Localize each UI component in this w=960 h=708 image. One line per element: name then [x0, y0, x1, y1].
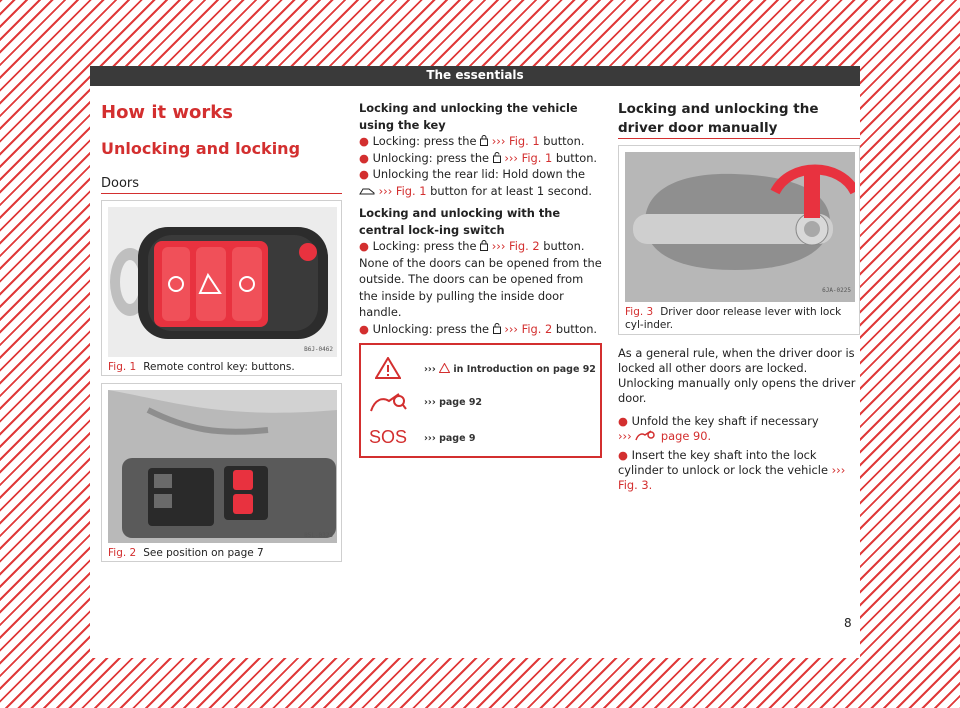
key-search-icon	[635, 429, 657, 441]
fig1-code: B6J-0462	[304, 346, 333, 353]
bullet-central-unlocking: ● Unlocking: press the ››› Fig. 2 button.	[359, 321, 598, 336]
heading-manual-lock: Locking and unlocking the driver door manually	[618, 101, 819, 136]
warning-triangle-icon	[375, 357, 401, 379]
fig1-link[interactable]: ››› Fig. 1	[378, 183, 427, 198]
fig3-caption	[625, 306, 850, 332]
lock-switch-image	[108, 390, 337, 543]
bullet-rear-lid: ● Unlocking the rear lid: Hold down the ››› Fig. 1 button for at least 1 second.	[359, 167, 592, 198]
heading-rule	[618, 138, 860, 139]
section-heading-central-lock: Locking and unlocking with the central lock-ing switch	[359, 206, 561, 237]
note-row	[361, 389, 601, 419]
section-heading: Doors	[101, 176, 140, 191]
fig1-caption	[108, 361, 295, 374]
fig1-number: Fig. 1	[108, 361, 137, 373]
bullet-unfold-key: ● Unfold the key shaft if necessary ››› page 90.	[618, 414, 819, 443]
sos-row	[361, 425, 601, 455]
fig1-link[interactable]: ››› Fig. 1	[504, 150, 553, 165]
sos-icon: SOS	[369, 427, 408, 447]
sos-ref[interactable]: ››› page 9	[424, 433, 476, 444]
main-heading: How it works	[101, 102, 233, 123]
figure-2	[101, 383, 342, 562]
fig3-text: Driver door release lever with lock cyl-inder.	[625, 306, 842, 331]
fig1-text: Remote control key: buttons.	[143, 361, 295, 373]
warning-small-icon	[439, 363, 450, 373]
paragraph: As a general rule, when the driver door is locked all other doors are locked. Unlocking manually only opens the driver door.	[618, 346, 856, 405]
note-ref[interactable]: ››› page 92	[424, 397, 483, 408]
bullet-insert-key: ● Insert the key shaft into the lock cylinder to unlock or lock the vehicle ››› Fig. 3.	[618, 448, 846, 492]
lock-icon	[480, 240, 488, 251]
door-handle-image	[625, 152, 855, 302]
header-title: The essentials	[426, 68, 524, 82]
fig2-number: Fig. 2	[108, 547, 137, 559]
fig1-link[interactable]: ››› Fig. 1	[491, 134, 540, 148]
fig2-link[interactable]: ››› Fig. 2	[491, 239, 540, 253]
rear-lid-icon	[359, 187, 375, 196]
page-number: 8	[844, 616, 852, 630]
bullet-locking: ● Locking: press the ››› Fig. 1 button.	[359, 134, 585, 148]
figure-1	[101, 200, 342, 376]
warning-box	[359, 343, 602, 458]
column-3-text	[618, 346, 863, 493]
remote-key-image	[108, 207, 337, 357]
fig3-number: Fig. 3	[625, 306, 654, 318]
fig3-link[interactable]: ››› Fig. 3.	[618, 463, 846, 492]
fig2-caption	[108, 547, 264, 560]
bullet-unlocking: ● Unlocking: press the ››› Fig. 1 button.	[359, 150, 598, 165]
page-90-link[interactable]: page 90.	[660, 429, 712, 443]
warning-row	[361, 355, 601, 385]
section-heading-key: Locking and unlocking the vehicle using the key	[359, 101, 578, 132]
column-2	[359, 100, 602, 337]
arrow-ref: ›››	[618, 429, 632, 443]
fig2-text: See position on page 7	[143, 547, 264, 559]
bullet-central-locking: ● Locking: press the ››› Fig. 2 button. None of the doors can be opened from the outside. The doors can be opened from the inside by pulling the inside door handle.	[359, 239, 602, 319]
unlock-icon	[493, 152, 501, 163]
fig2-link[interactable]: ››› Fig. 2	[504, 321, 553, 336]
fig3-code: 6JA-0225	[822, 287, 851, 294]
sub-heading: Unlocking and locking	[101, 139, 301, 158]
fig2-code: B5L-0323	[304, 532, 333, 539]
key-search-icon	[369, 389, 407, 415]
figure-3	[618, 145, 860, 335]
lock-icon	[480, 135, 488, 146]
header-bar	[90, 66, 860, 86]
warning-ref[interactable]: ››› in Introduction on page 92	[424, 364, 596, 375]
section-rule	[101, 193, 342, 194]
unlock-icon	[493, 323, 501, 334]
